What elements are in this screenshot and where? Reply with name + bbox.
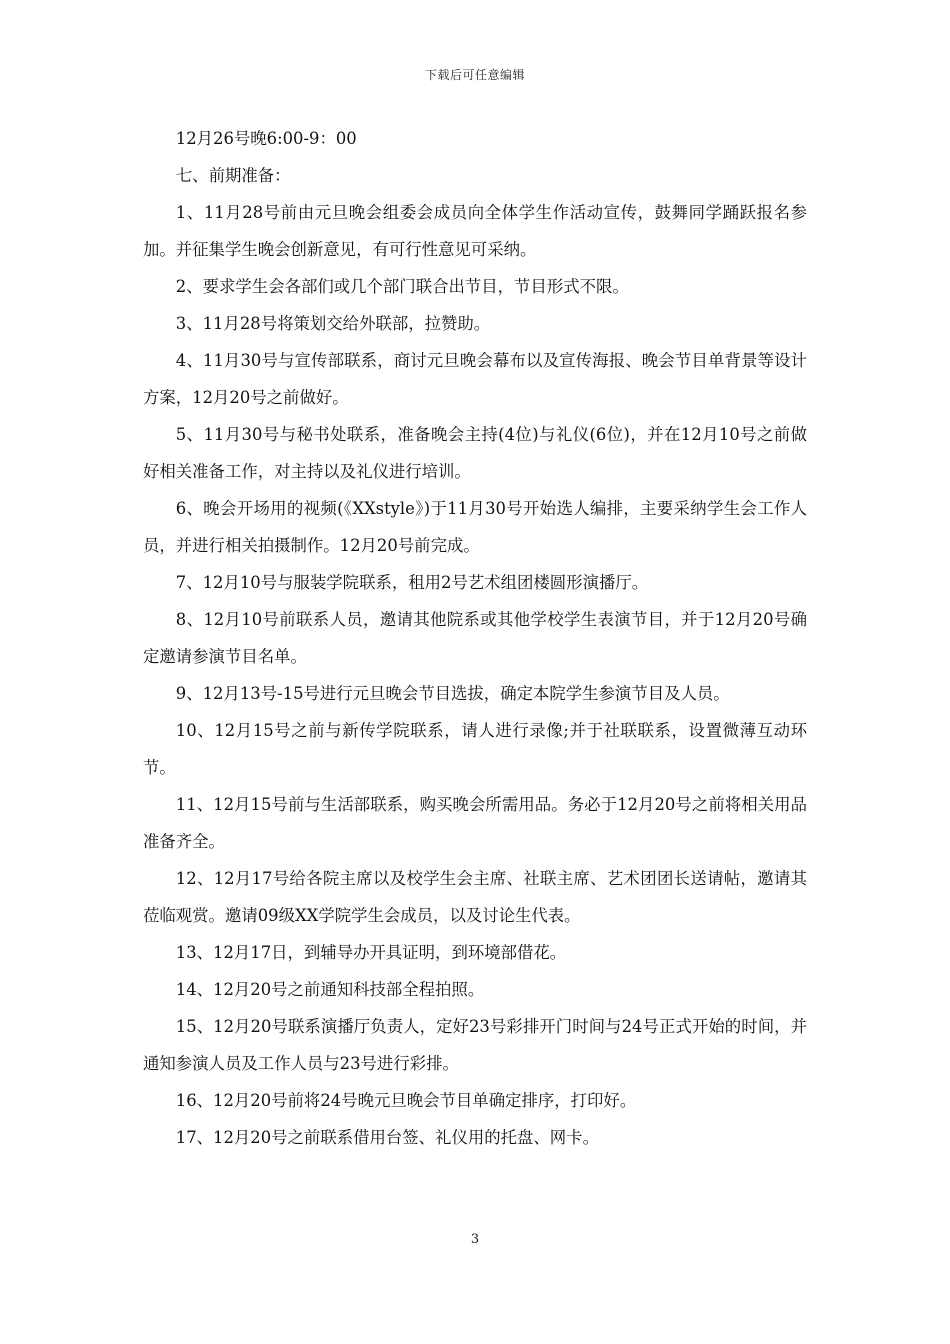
paragraph: 9、12月13号-15号进行元旦晚会节目选拔，确定本院学生参演节目及人员。 — [175, 684, 730, 703]
paragraph: 17、12月20号之前联系借用台签、礼仪用的托盘、网卡。 — [175, 1128, 599, 1147]
paragraph: 7、12月10号与服装学院联系，租用2号艺术组团楼圆形演播厅。 — [175, 573, 649, 592]
paragraph: 8、12月10号前联系人员，邀请其他院系或其他学校学生表演节目，并于12月20号确定邀请参演节目名单。 — [143, 610, 807, 666]
page-header: 下载后可任意编辑 — [424, 68, 525, 82]
section-heading: 七、前期准备： — [175, 166, 291, 185]
paragraph: 13、12月17日，到辅导办开具证明，到环境部借花。 — [175, 943, 567, 962]
page-number: 3 — [470, 1232, 480, 1247]
paragraph: 12、12月17号给各院主席以及校学生会主席、社联主席、艺术团团长送请帖，邀请其莅临观赏。邀请09级XX学院学生会成员，以及讨论生代表。 — [143, 869, 807, 925]
paragraph: 2、要求学生会各部们或几个部门联合出节目，节目形式不限。 — [175, 277, 629, 296]
paragraph: 6、晚会开场用的视频(《XXstyle》)于11月30号开始选人编排，主要采纳学生会工作人员，并进行相关拍摄制作。12月20号前完成。 — [143, 499, 807, 555]
paragraph: 14、12月20号之前通知科技部全程拍照。 — [175, 980, 485, 999]
paragraph: 4、11月30号与宣传部联系，商讨元旦晚会幕布以及宣传海报、晚会节目单背景等设计方案，12月20号之前做好。 — [143, 351, 807, 407]
paragraph: 15、12月20号联系演播厅负责人，定好23号彩排开门时间与24号正式开始的时间，并通知参演人员及工作人员与23号进行彩排。 — [143, 1017, 807, 1073]
paragraph: 11、12月15号前与生活部联系，购买晚会所需用品。务必于12月20号之前将相关用品准备齐全。 — [143, 795, 807, 851]
paragraph: 5、11月30号与秘书处联系，准备晚会主持(4位)与礼仪(6位)，并在12月10号之前做好相关准备工作，对主持以及礼仪进行培训。 — [143, 425, 807, 481]
paragraph: 1、11月28号前由元旦晚会组委会成员向全体学生作活动宣传，鼓舞同学踊跃报名参加。并征集学生晚会创新意见，有可行性意见可采纳。 — [143, 203, 807, 259]
paragraph: 3、11月28号将策划交给外联部，拉赞助。 — [175, 314, 491, 333]
paragraph: 16、12月20号前将24号晚元旦晚会节目单确定排序，打印好。 — [175, 1091, 637, 1110]
paragraph: 10、12月15号之前与新传学院联系，请人进行录像;并于社联联系，设置微薄互动环节。 — [143, 721, 807, 777]
paragraph: 12月26号晚6:00-9：00 — [175, 129, 357, 148]
document-body — [143, 120, 807, 1156]
